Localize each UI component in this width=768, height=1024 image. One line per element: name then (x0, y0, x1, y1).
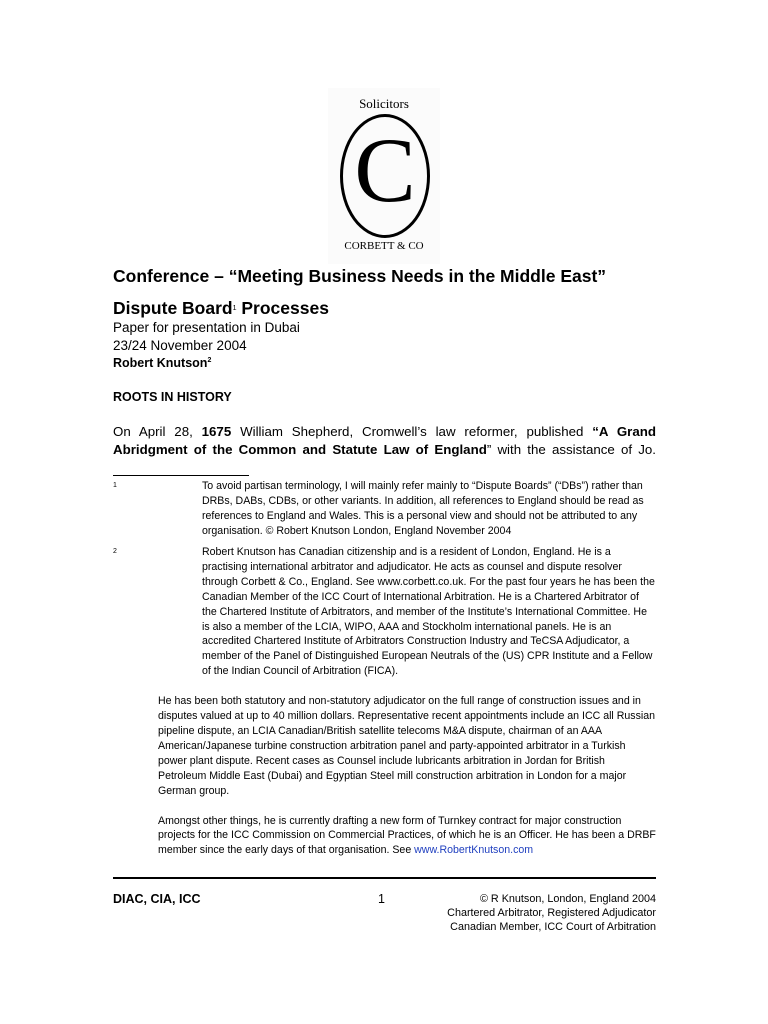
footnote-2-paragraph-3-text: Amongst other things, he is currently drafting a new form of Turnkey contract for major construction projects for the ICC Commission on Commercial Practices, of which he is an Officer. He has been a DRBF member since the early days of that organisation. See (158, 814, 656, 857)
footnote-2-paragraph-2: He has been both statutory and non-statutory adjudicator on the full range of construction issues and in disputes valued at up to 40 million dollars. Representative recent appointments include an ICC all Russian pipeline dispute, an LCIA Canadian/British satellite telecoms M&A dispute, chairman of an AAA American/Japanese turbine construction arbitration panel and party-appointed arbitrator in a Turkish power plant dispute. Recent cases as Counsel include lubricants arbitration in Jordan for British Petroleum Middle East (Dubai) and Egyptian Steel mill construction arbitration in London for a major German group. (158, 695, 656, 797)
footnote-ref-2: 2 (207, 356, 212, 364)
footnote-2-paragraph-3 (158, 814, 656, 859)
section-heading: ROOTS IN HISTORY (113, 390, 232, 404)
footnote-2 (158, 545, 656, 858)
body-year: 1675 (201, 424, 232, 439)
body-text: William Shepherd, Cromwell’s law reformer, published (231, 424, 593, 439)
footer-credentials (447, 892, 656, 934)
footer-title-2: Canadian Member, ICC Court of Arbitration (450, 921, 656, 933)
page-number: 1 (378, 892, 385, 906)
footer-title-1: Chartered Arbitrator, Registered Adjudicator (447, 907, 656, 919)
logo-firm-name: CORBETT & CO (344, 240, 424, 252)
footer-copyright: © R Knutson, London, England 2004 (479, 893, 656, 905)
book-title-start: “A Grand (592, 424, 656, 439)
book-title-end: Abridgment of the Common and Statute Law of England (113, 442, 487, 457)
footnote-separator (113, 475, 249, 476)
footnote-1-number: 1 (113, 482, 117, 489)
website-link[interactable]: www.RobertKnutson.com (414, 844, 534, 857)
conference-heading: Conference – “Meeting Business Needs in the Middle East” (113, 266, 607, 286)
presentation-line: Paper for presentation in Dubai (113, 320, 300, 335)
footnote-1 (158, 479, 656, 539)
footnote-1-text: To avoid partisan terminology, I will mainly refer mainly to “Dispute Boards” (“DBs”) rather than DRBs, DABs, CDBs, or other variants. In addition, all references to England should be read as references to England and Wales. This is a personal view and should not be attributed to any organisation. © Robert Knutson London, England November 2004 (202, 480, 644, 537)
footer-organisations: DIAC, CIA, ICC (113, 892, 201, 906)
body-line-1 (113, 424, 656, 439)
logo-solicitors-text: Solicitors (359, 96, 409, 111)
corbett-logo (328, 88, 440, 264)
author-name: Robert Knutson (113, 356, 208, 370)
footer-rule (113, 877, 656, 879)
paper-title-rest: Processes (236, 298, 329, 318)
footnote-2-number: 2 (113, 548, 117, 555)
footnote-ref-1: 1 (232, 305, 237, 313)
footnote-2-paragraph-1: Robert Knutson has Canadian citizenship and is a resident of London, England. He is a practising international arbitrator and adjudicator. He acts as counsel and dispute resolver through Corbett & Co., England. See www.corbett.co.uk. For the past four years he has been the Canadian Member of the ICC Court of International Arbitration. He is a Chartered Arbitrator of the Chartered Institute of Arbitrators, and member of the Institute’s International Committee. He is also a member of the LCIA, WIPO, AAA and Stockholm international panels. He is an accredited Chartered Institute of Arbitrators Construction Industry and TeCSA Adjudicator, a member of the Panel of Distinguished European Neutrals of the (US) CPR Institute and a Fellow of the Indian Council of Arbitration (FICA). (202, 546, 655, 678)
paper-title-text: Dispute Board (113, 298, 233, 318)
date-line: 23/24 November 2004 (113, 338, 247, 353)
body-text: ” with the assistance of Jo. (486, 442, 656, 457)
paper-title (113, 298, 329, 319)
logo-letter: C (354, 119, 416, 221)
body-line-2 (113, 442, 656, 457)
author-line (113, 356, 211, 370)
body-text: On April 28, (113, 424, 202, 439)
